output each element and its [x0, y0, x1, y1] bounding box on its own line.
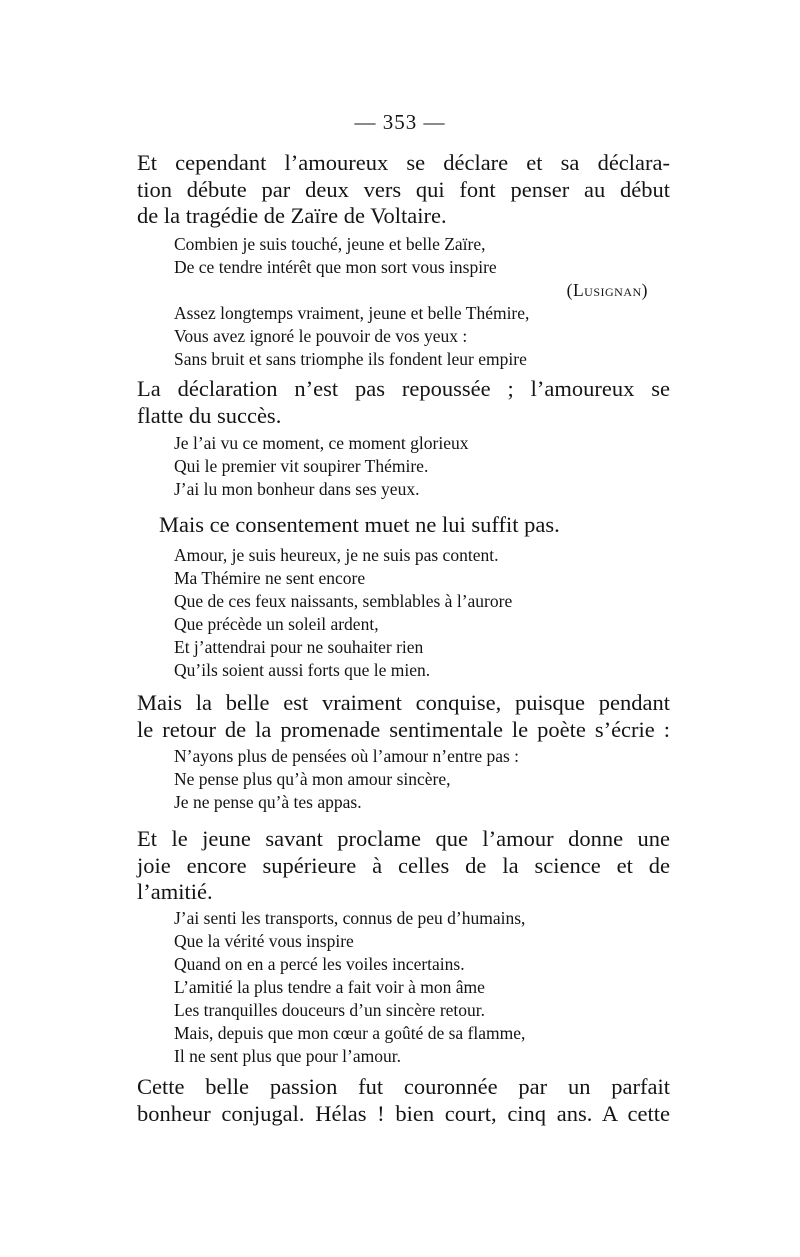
paragraph-4: [137, 690, 670, 743]
verse-quote-zaire: [174, 233, 652, 371]
verse-line: N’ayons plus de pensées où l’amour n’entre pas :: [174, 746, 520, 766]
verse-line: J’ai senti les transports, connus de peu d’humains,: [174, 908, 526, 928]
text-line: le retour de la promenade sentimentale le poète s’écrie :: [137, 716, 670, 742]
verse-line: J’ai lu mon bonheur dans ses yeux.: [174, 479, 420, 499]
verse-line: Je ne pense qu’à tes appas.: [174, 792, 362, 812]
text-line: La déclaration n’est pas repoussée ; l’amoureux se: [137, 376, 670, 401]
paragraph-5: [137, 826, 670, 906]
verse-line: Vous avez ignoré le pouvoir de vos yeux :: [174, 326, 468, 346]
paragraph-2: [137, 376, 670, 429]
verse-line: Ma Thémire ne sent encore: [174, 568, 366, 588]
paragraph-6: [137, 1074, 670, 1127]
verse-line: Amour, je suis heureux, je ne suis pas content.: [174, 545, 499, 565]
page-number: — 353 —: [354, 110, 446, 134]
verse-quote-5: [174, 907, 654, 1068]
verse-line: Assez longtemps vraiment, jeune et belle Thémire,: [174, 303, 530, 323]
text-line: tion débute par deux vers qui font penser au début: [137, 176, 670, 202]
verse-line: Sans bruit et sans triomphe ils fondent leur empire: [174, 349, 527, 369]
verse-line: Combien je suis touché, jeune et belle Zaïre,: [174, 234, 486, 254]
verse-line: Que de ces feux naissants, semblables à l’aurore: [174, 591, 513, 611]
verse-line: Que la vérité vous inspire: [174, 931, 354, 951]
text-line: joie encore supérieure à celles de la science et de: [137, 852, 670, 878]
verse-line: Mais, depuis que mon cœur a goûté de sa flamme,: [174, 1023, 526, 1043]
verse-quote-2: [174, 432, 654, 501]
text-line: Mais ce consentement muet ne lui suffit pas.: [159, 512, 560, 537]
verse-line: Ne pense plus qu’à mon amour sincère,: [174, 769, 451, 789]
text-line: l’amitié.: [137, 879, 213, 904]
text-line: bonheur conjugal. Hélas ! bien court, cinq ans. A cette: [137, 1100, 670, 1126]
verse-line: Qu’ils soient aussi forts que le mien.: [174, 660, 431, 680]
verse-quote-4: [174, 745, 654, 814]
verse-line: Qui le premier vit soupirer Thémire.: [174, 456, 429, 476]
text-line: de la tragédie de Zaïre de Voltaire.: [137, 203, 447, 228]
verse-line: Et j’attendrai pour ne souhaiter rien: [174, 637, 424, 657]
verse-quote-3: [174, 544, 654, 682]
text-line: Et le jeune savant proclame que l’amour donne une: [137, 826, 670, 851]
verse-line: Je l’ai vu ce moment, ce moment glorieux: [174, 433, 469, 453]
verse-line: Il ne sent plus que pour l’amour.: [174, 1046, 401, 1066]
verse-line: Les tranquilles douceurs d’un sincère retour.: [174, 1000, 486, 1020]
verse-line: Que précède un soleil ardent,: [174, 614, 379, 634]
verse-line: L’amitié la plus tendre a fait voir à mon âme: [174, 977, 485, 997]
text-line: Et cependant l’amoureux se déclare et sa déclara-: [137, 150, 670, 175]
text-line: flatte du succès.: [137, 402, 282, 428]
paragraph-1: [137, 150, 670, 230]
text-line: Cette belle passion fut couronnée par un parfait: [137, 1074, 670, 1099]
text-line: Mais la belle est vraiment conquise, puisque pendant: [137, 690, 670, 715]
verse-attribution: (Lusignan): [566, 280, 648, 300]
paragraph-3: [159, 512, 619, 539]
verse-line: Quand on en a percé les voiles incertains.: [174, 954, 465, 974]
verse-line: De ce tendre intérêt que mon sort vous inspire: [174, 257, 497, 277]
